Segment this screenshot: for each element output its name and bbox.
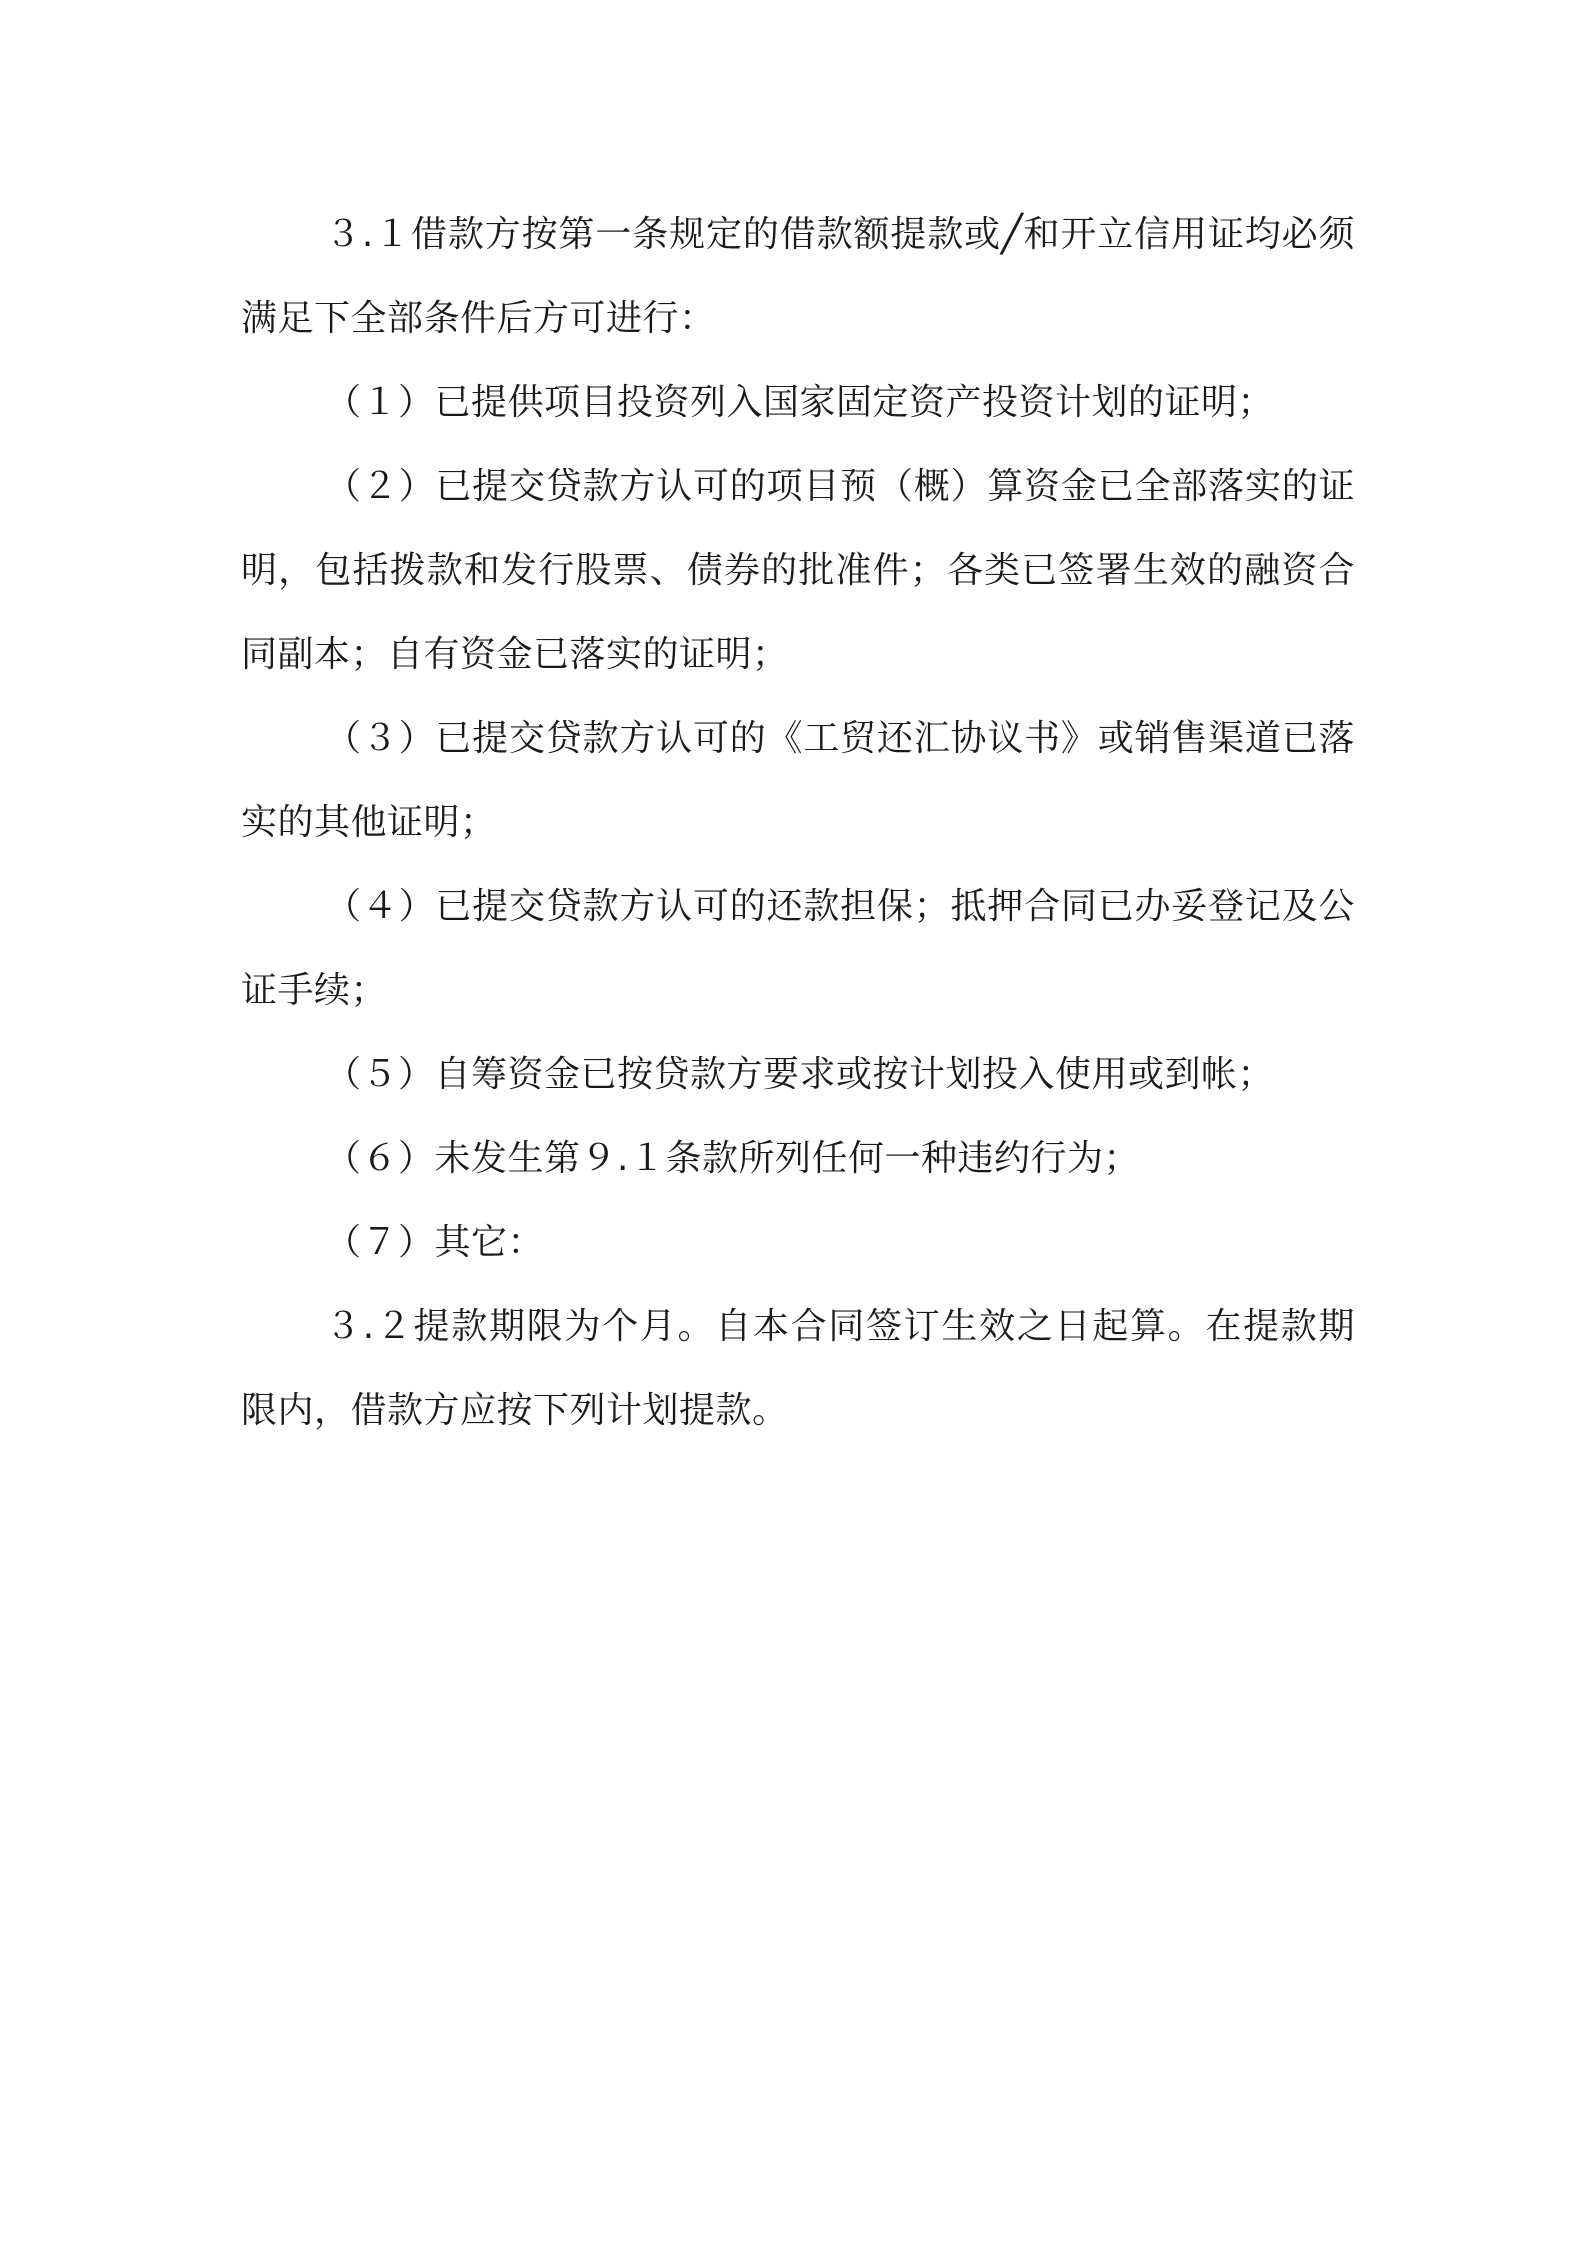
condition-item-4: （４）已提交贷款方认可的还款担保；抵押合同已办妥登记及公证手续；	[241, 886, 1355, 1011]
condition-item-6: （６）未发生第９.１条款所列任何一种违约行为；	[325, 1138, 1140, 1179]
clause-3-1: ３.１借款方按第一条规定的借款额提款或╱和开立信用证均必须满足下全部条件后方可进行：	[241, 214, 1355, 339]
condition-item-5: （５）自筹资金已按贷款方要求或按计划投入使用或到帐；	[325, 1054, 1275, 1095]
condition-item-3: （３）已提交贷款方认可的《工贸还汇协议书》或销售渠道已落实的其他证明；	[241, 718, 1355, 843]
document-body	[241, 193, 1355, 1453]
condition-item-2: （２）已提交贷款方认可的项目预（概）算资金已全部落实的证明，包括拨款和发行股票、债券的批准件；各类已签署生效的融资合同副本；自有资金已落实的证明；	[241, 466, 1355, 675]
condition-item-1: （１）已提供项目投资列入国家固定资产投资计划的证明；	[325, 382, 1275, 423]
clause-3-2: ３.２提款期限为个月。自本合同签订生效之日起算。在提款期限内，借款方应按下列计划提款。	[241, 1306, 1355, 1431]
condition-item-7: （７）其它：	[325, 1222, 545, 1263]
